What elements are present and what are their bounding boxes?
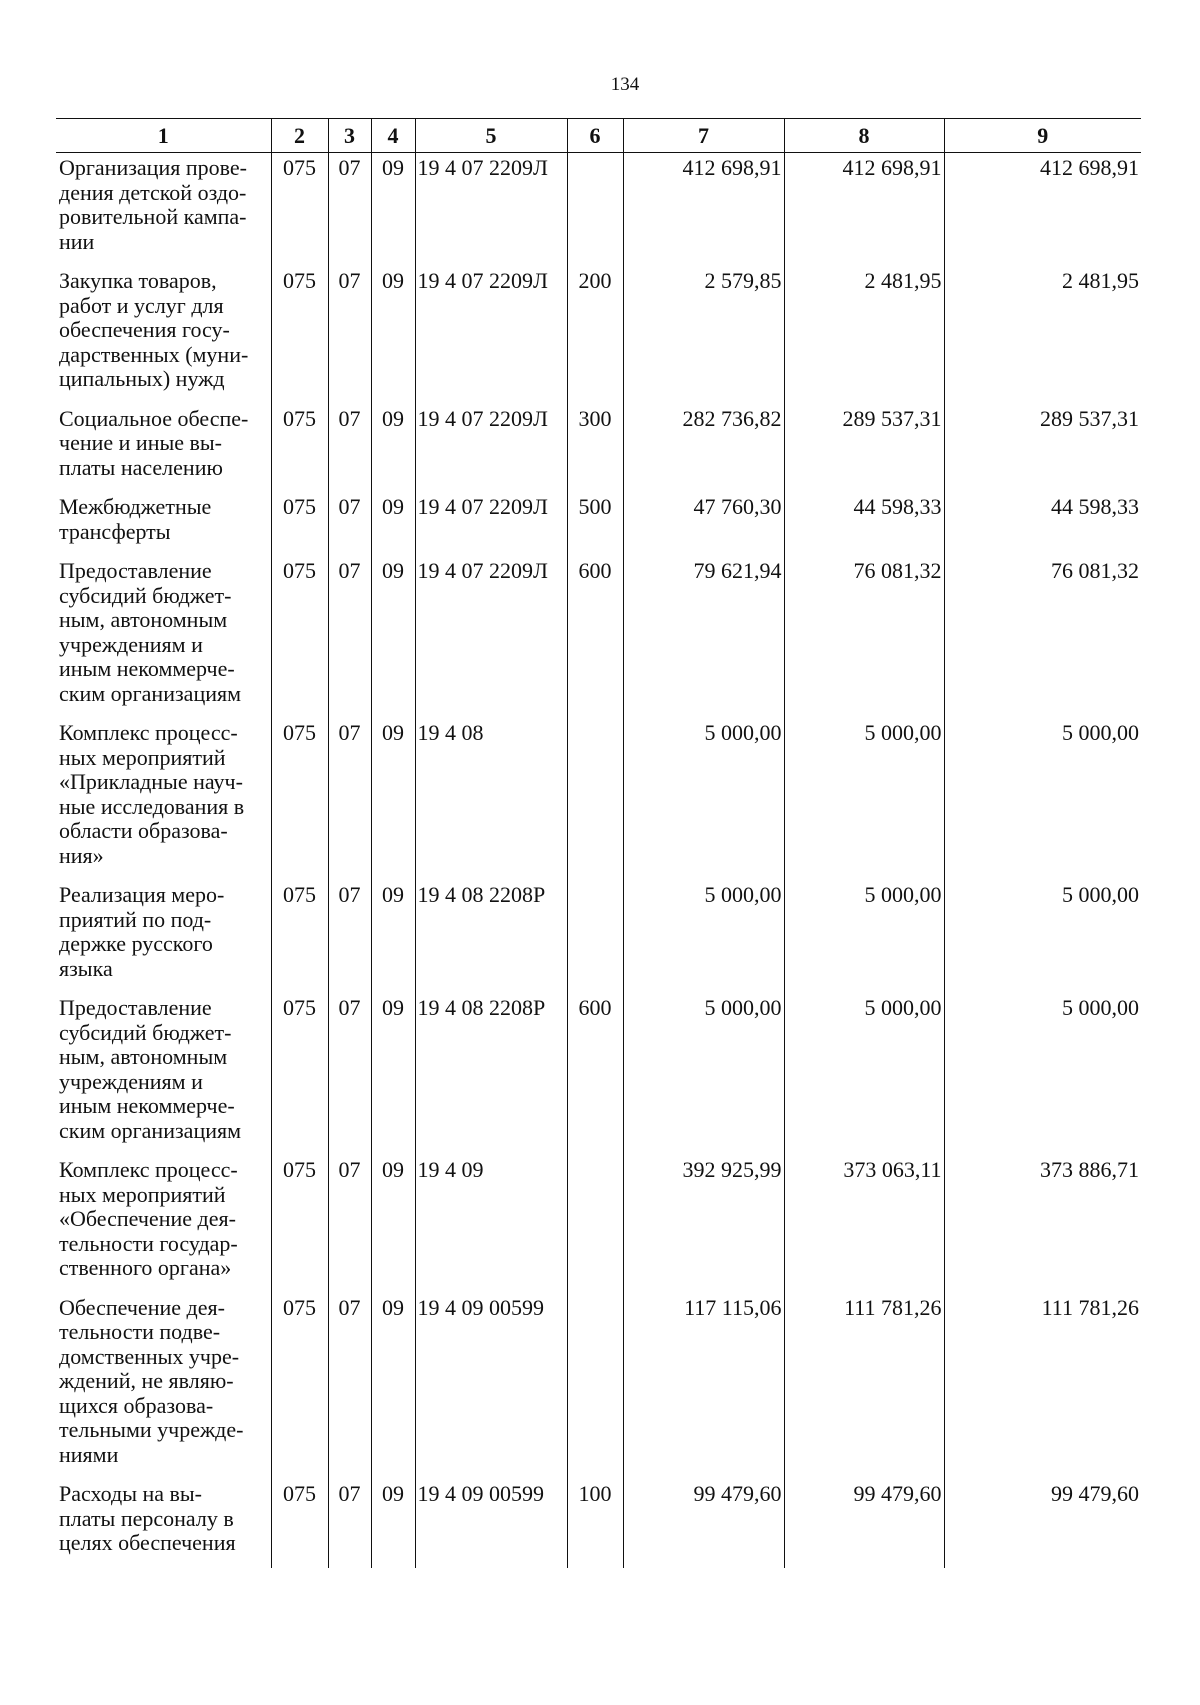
column-header-7: 7	[623, 119, 784, 153]
table-row	[56, 266, 1141, 404]
target-article-cell: 19 4 09 00599	[415, 1479, 567, 1568]
ministry-code-cell: 075	[271, 492, 328, 556]
expense-type-cell: 500	[567, 492, 623, 556]
item-name-line: «Прикладные науч-	[59, 769, 243, 794]
item-name-line: ным, автономным	[59, 607, 228, 632]
amount-col9-cell: 76 081,32	[944, 556, 1141, 718]
item-name-line: языка	[59, 955, 113, 981]
amount-col9-cell: 412 698,91	[944, 153, 1141, 267]
item-name-line: Комплекс процесс-	[59, 1157, 238, 1182]
target-article-cell: 19 4 07 2209Л	[415, 492, 567, 556]
table-row	[56, 556, 1141, 718]
ministry-code-cell: 075	[271, 718, 328, 880]
subsection-cell: 09	[371, 1155, 415, 1293]
amount-col9-cell: 5 000,00	[944, 993, 1141, 1155]
subsection-cell: 09	[371, 993, 415, 1155]
table-row	[56, 880, 1141, 993]
target-article-cell: 19 4 07 2209Л	[415, 266, 567, 404]
column-header-5: 5	[415, 119, 567, 153]
item-name-line: платы персоналу в	[59, 1505, 234, 1531]
amount-col9-cell: 44 598,33	[944, 492, 1141, 556]
amount-col7-cell: 79 621,94	[623, 556, 784, 718]
item-name-line: Обеспечение дея-	[59, 1294, 225, 1320]
item-name-cell	[56, 1479, 271, 1568]
column-header-8: 8	[784, 119, 944, 153]
amount-col8-cell: 5 000,00	[784, 880, 944, 993]
item-name-line: дарственных (муни-	[59, 341, 249, 367]
item-name-line: ных мероприятий	[59, 744, 226, 770]
expense-type-cell: 100	[567, 1479, 623, 1568]
section-cell: 07	[328, 556, 371, 718]
expense-type-cell	[567, 1293, 623, 1480]
amount-col7-cell: 392 925,99	[623, 1155, 784, 1293]
amount-col7-cell: 5 000,00	[623, 880, 784, 993]
ministry-code-cell: 075	[271, 556, 328, 718]
item-name-line: ждений, не являю-	[59, 1368, 234, 1393]
item-name-line: иным некоммерче-	[59, 1093, 235, 1118]
amount-col8-cell: 99 479,60	[784, 1479, 944, 1568]
amount-col8-cell: 2 481,95	[784, 266, 944, 404]
column-header-3: 3	[328, 119, 371, 153]
item-name-line: Организация прове-	[59, 155, 247, 180]
budget-table	[56, 118, 1141, 1568]
ministry-code-cell: 075	[271, 266, 328, 404]
expense-type-cell: 200	[567, 266, 623, 404]
item-name-line: держке русского	[59, 931, 213, 956]
amount-col8-cell: 76 081,32	[784, 556, 944, 718]
item-name-line: ниями	[59, 1441, 119, 1467]
item-name-line: дения детской оздо-	[59, 179, 247, 205]
section-cell: 07	[328, 718, 371, 880]
column-header-2: 2	[271, 119, 328, 153]
item-name-line: иным некоммерче-	[59, 656, 235, 681]
table-row	[56, 404, 1141, 493]
item-name-cell	[56, 718, 271, 880]
amount-col8-cell: 44 598,33	[784, 492, 944, 556]
item-name-line: Предоставление	[59, 995, 212, 1020]
amount-col9-cell: 111 781,26	[944, 1293, 1141, 1480]
table-row	[56, 993, 1141, 1155]
amount-col7-cell: 117 115,06	[623, 1293, 784, 1480]
amount-col8-cell: 5 000,00	[784, 718, 944, 880]
table-body	[56, 153, 1141, 1568]
item-name-line: ским организациям	[59, 1117, 242, 1143]
amount-col7-cell: 5 000,00	[623, 993, 784, 1155]
amount-col9-cell: 5 000,00	[944, 718, 1141, 880]
item-name-line: целях обеспечения	[59, 1530, 236, 1555]
item-name-line: ственного органа»	[59, 1255, 232, 1280]
section-cell: 07	[328, 1479, 371, 1568]
table-row	[56, 718, 1141, 880]
item-name-line: трансферты	[59, 518, 171, 544]
subsection-cell: 09	[371, 1479, 415, 1568]
target-article-cell: 19 4 08 2208Р	[415, 993, 567, 1155]
section-cell: 07	[328, 153, 371, 267]
item-name-line: ским организациям	[59, 680, 242, 706]
item-name-line: чение и иные вы-	[59, 430, 223, 455]
item-name-line: приятий по под-	[59, 906, 212, 932]
item-name-line: «Обеспечение дея-	[59, 1206, 236, 1231]
table-row	[56, 1155, 1141, 1293]
amount-col9-cell: 289 537,31	[944, 404, 1141, 493]
item-name-line: Предоставление	[59, 558, 212, 583]
section-cell: 07	[328, 880, 371, 993]
amount-col9-cell: 5 000,00	[944, 880, 1141, 993]
subsection-cell: 09	[371, 266, 415, 404]
item-name-cell	[56, 1155, 271, 1293]
amount-col9-cell: 99 479,60	[944, 1479, 1141, 1568]
ministry-code-cell: 075	[271, 1479, 328, 1568]
expense-type-cell	[567, 1155, 623, 1293]
target-article-cell: 19 4 09	[415, 1155, 567, 1293]
expense-type-cell: 600	[567, 993, 623, 1155]
subsection-cell: 09	[371, 153, 415, 267]
item-name-line: щихся образова-	[59, 1392, 214, 1418]
item-name-line: домственных учре-	[59, 1343, 240, 1369]
expense-type-cell: 300	[567, 404, 623, 493]
item-name-line: учреждениям и	[59, 1068, 203, 1094]
table-row	[56, 153, 1141, 267]
amount-col8-cell: 5 000,00	[784, 993, 944, 1155]
target-article-cell: 19 4 07 2209Л	[415, 153, 567, 267]
item-name-line: ным, автономным	[59, 1044, 228, 1069]
amount-col8-cell: 412 698,91	[784, 153, 944, 267]
item-name-cell	[56, 993, 271, 1155]
item-name-line: ния»	[59, 842, 104, 868]
target-article-cell: 19 4 08	[415, 718, 567, 880]
item-name-cell	[56, 1293, 271, 1480]
target-article-cell: 19 4 09 00599	[415, 1293, 567, 1480]
item-name-line: субсидий бюджет-	[59, 582, 232, 608]
item-name-line: субсидий бюджет-	[59, 1019, 232, 1045]
table-row	[56, 1479, 1141, 1568]
section-cell: 07	[328, 1155, 371, 1293]
ministry-code-cell: 075	[271, 153, 328, 267]
item-name-line: Межбюджетные	[59, 494, 212, 519]
subsection-cell: 09	[371, 718, 415, 880]
amount-col9-cell: 373 886,71	[944, 1155, 1141, 1293]
item-name-line: ных мероприятий	[59, 1181, 226, 1207]
section-cell: 07	[328, 492, 371, 556]
item-name-cell	[56, 492, 271, 556]
item-name-cell	[56, 266, 271, 404]
section-cell: 07	[328, 1293, 371, 1480]
section-cell: 07	[328, 993, 371, 1155]
column-header-4: 4	[371, 119, 415, 153]
amount-col7-cell: 282 736,82	[623, 404, 784, 493]
item-name-cell	[56, 153, 271, 267]
expense-type-cell	[567, 718, 623, 880]
ministry-code-cell: 075	[271, 880, 328, 993]
section-cell: 07	[328, 404, 371, 493]
item-name-line: Расходы на вы-	[59, 1481, 203, 1506]
item-name-line: платы населению	[59, 454, 223, 480]
item-name-cell	[56, 404, 271, 493]
item-name-line: тельными учрежде-	[59, 1417, 244, 1442]
item-name-line: ровительной кампа-	[59, 204, 247, 229]
item-name-line: обеспечения госу-	[59, 317, 230, 342]
ministry-code-cell: 075	[271, 993, 328, 1155]
target-article-cell: 19 4 08 2208Р	[415, 880, 567, 993]
item-name-line: работ и услуг для	[59, 292, 224, 318]
subsection-cell: 09	[371, 1293, 415, 1480]
column-header-1: 1	[56, 119, 271, 153]
amount-col7-cell: 412 698,91	[623, 153, 784, 267]
table-row	[56, 1293, 1141, 1480]
expense-type-cell	[567, 153, 623, 267]
subsection-cell: 09	[371, 404, 415, 493]
ministry-code-cell: 075	[271, 1155, 328, 1293]
amount-col9-cell: 2 481,95	[944, 266, 1141, 404]
ministry-code-cell: 075	[271, 1293, 328, 1480]
header-row	[56, 119, 1141, 153]
item-name-line: ные исследования в	[59, 793, 245, 819]
item-name-line: тельности подве-	[59, 1319, 221, 1344]
amount-col8-cell: 373 063,11	[784, 1155, 944, 1293]
item-name-cell	[56, 556, 271, 718]
ministry-code-cell: 075	[271, 404, 328, 493]
item-name-line: Закупка товаров,	[59, 268, 217, 293]
expense-type-cell	[567, 880, 623, 993]
page-number: 134	[610, 74, 640, 95]
section-cell: 07	[328, 266, 371, 404]
target-article-cell: 19 4 07 2209Л	[415, 556, 567, 718]
item-name-line: учреждениям и	[59, 631, 203, 657]
target-article-cell: 19 4 07 2209Л	[415, 404, 567, 493]
item-name-line: ципальных) нужд	[59, 366, 225, 391]
amount-col7-cell: 47 760,30	[623, 492, 784, 556]
item-name-line: области образова-	[59, 818, 228, 843]
expense-type-cell: 600	[567, 556, 623, 718]
subsection-cell: 09	[371, 492, 415, 556]
item-name-cell	[56, 880, 271, 993]
amount-col7-cell: 99 479,60	[623, 1479, 784, 1568]
subsection-cell: 09	[371, 556, 415, 718]
item-name-line: нии	[59, 228, 95, 254]
column-header-6: 6	[567, 119, 623, 153]
amount-col7-cell: 5 000,00	[623, 718, 784, 880]
amount-col8-cell: 289 537,31	[784, 404, 944, 493]
table-row	[56, 492, 1141, 556]
item-name-line: тельности государ-	[59, 1230, 238, 1256]
item-name-line: Социальное обеспе-	[59, 405, 249, 431]
item-name-line: Реализация меро-	[59, 882, 225, 907]
column-header-9: 9	[944, 119, 1141, 153]
amount-col8-cell: 111 781,26	[784, 1293, 944, 1480]
item-name-line: Комплекс процесс-	[59, 720, 238, 745]
amount-col7-cell: 2 579,85	[623, 266, 784, 404]
subsection-cell: 09	[371, 880, 415, 993]
